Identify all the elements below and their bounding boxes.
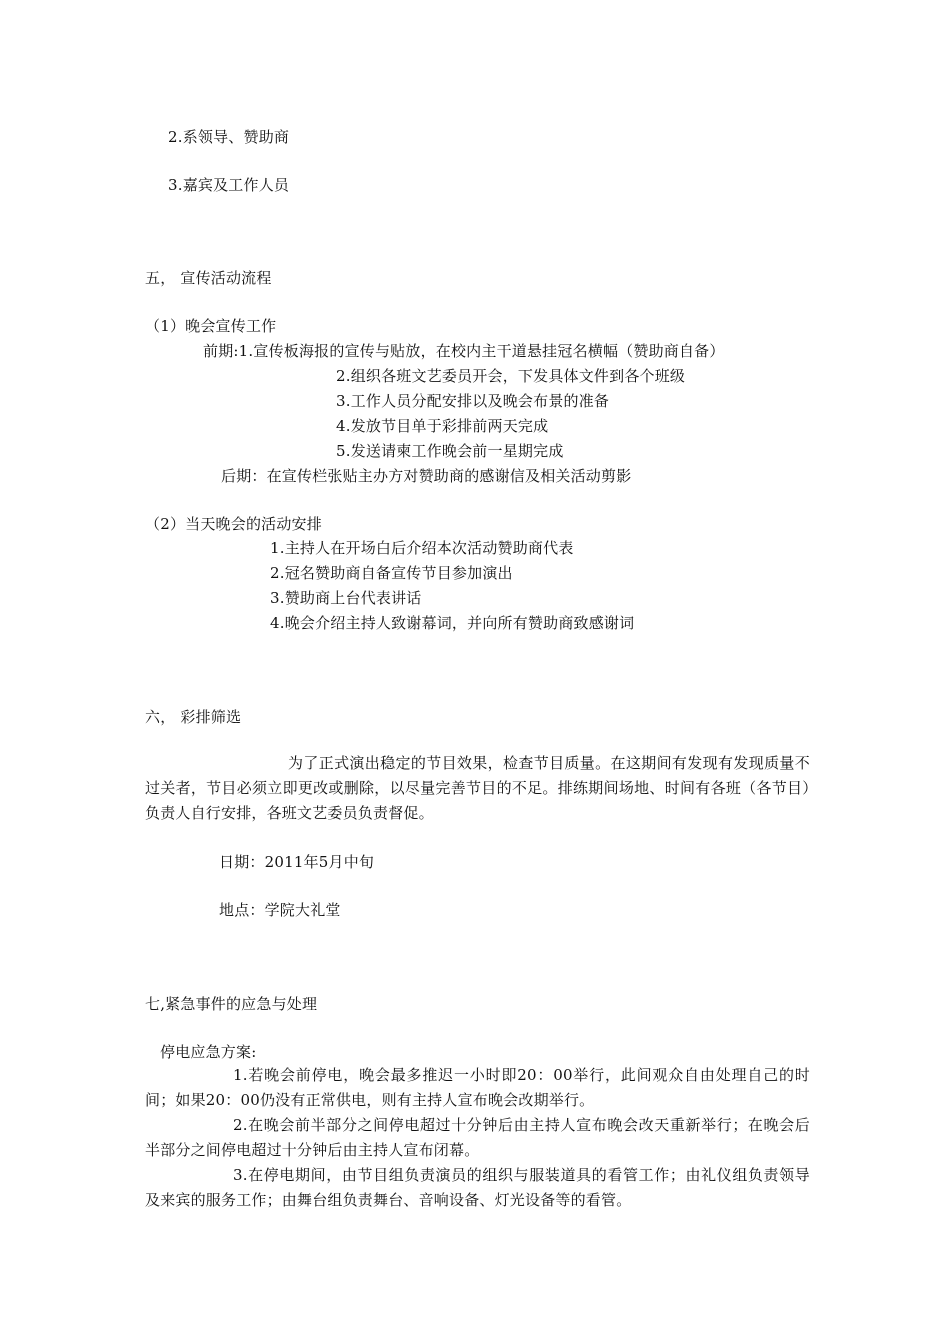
section6-paragraph: 为了正式演出稳定的节目效果，检查节目质量。在这期间有发现有发现质量不过关者，节目必须立即更改或删除，以尽量完善节目的不足。排练期间场地、时间有各班（各节目）负责人自行安排，各班文艺委员负责督促。 bbox=[145, 754, 810, 822]
section6-heading: 六， 彩排筛选 bbox=[145, 708, 242, 726]
section5-early-line: 前期:1.宣传板海报的宣传与贴放，在校内主干道悬挂冠名横幅（赞助商自备） bbox=[203, 342, 725, 360]
section5-part2-item-3: 3.赞助商上台代表讲话 bbox=[270, 589, 422, 607]
section5-part2-title: （2）当天晚会的活动安排 bbox=[145, 515, 322, 533]
section7-heading: 七,紧急事件的应急与处理 bbox=[145, 995, 318, 1013]
section6-date: 日期：2011年5月中旬 bbox=[219, 853, 375, 871]
section5-part2-item-4: 4.晚会介绍主持人致谢幕词，并向所有赞助商致感谢词 bbox=[270, 614, 635, 632]
section5-early-item-5: 5.发送请柬工作晚会前一星期完成 bbox=[336, 442, 564, 460]
section5-part2-item-1: 1.主持人在开场白后介绍本次活动赞助商代表 bbox=[270, 539, 574, 557]
section5-early-item-3: 3.工作人员分配安排以及晚会布景的准备 bbox=[336, 392, 610, 410]
section7-item-2: 2.在晚会前半部分之间停电超过十分钟后由主持人宣布晚会改天重新举行；在晚会后半部分之间停电超过十分钟后由主持人宣布闭幕。 bbox=[145, 1116, 810, 1159]
section5-early-item-2: 2.组织各班文艺委员开会，下发具体文件到各个班级 bbox=[336, 367, 686, 385]
attendee-item-3: 3.嘉宾及工作人员 bbox=[168, 176, 290, 194]
section5-late-line: 后期：在宣传栏张贴主办方对赞助商的感谢信及相关活动剪影 bbox=[221, 467, 632, 485]
section7-item-3: 3.在停电期间，由节目组负责演员的组织与服装道具的看管工作；由礼仪组负责领导及来宾的服务工作；由舞台组负责舞台、音响设备、灯光设备等的看管。 bbox=[145, 1166, 810, 1209]
section7-item-1: 1.若晚会前停电，晚会最多推迟一小时即20：00举行，此间观众自由处理自己的时间；如果20：00仍没有正常供电，则有主持人宣布晚会改期举行。 bbox=[145, 1066, 810, 1109]
section7-subheading: 停电应急方案: bbox=[160, 1043, 257, 1061]
section5-part2-item-2: 2.冠名赞助商自备宣传节目参加演出 bbox=[270, 564, 513, 582]
section5-part1-title: （1）晚会宣传工作 bbox=[145, 317, 277, 335]
section5-heading: 五， 宣传活动流程 bbox=[145, 269, 272, 287]
attendee-item-2: 2.系领导、赞助商 bbox=[168, 128, 290, 146]
section5-early-item-4: 4.发放节目单于彩排前两天完成 bbox=[336, 417, 549, 435]
section6-place: 地点：学院大礼堂 bbox=[219, 901, 341, 919]
